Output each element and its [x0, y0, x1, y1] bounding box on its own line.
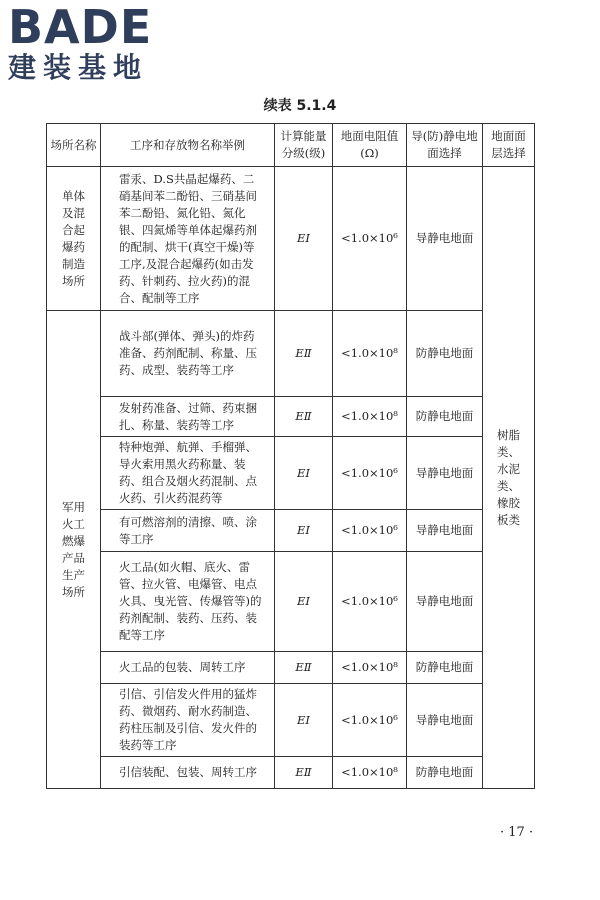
resistance-cell: <1.0×10⁸	[333, 397, 407, 437]
selection-cell: 防静电地面	[407, 397, 483, 437]
header-location: 场所名称	[47, 124, 101, 167]
resistance-cell: <1.0×10⁸	[333, 757, 407, 789]
selection-cell: 导静电地面	[407, 437, 483, 510]
process-cell: 发射药准备、过筛、药束捆扎、称量、装药等工序	[101, 397, 275, 437]
table-row	[47, 311, 535, 397]
selection-cell: 防静电地面	[407, 757, 483, 789]
selection-cell: 导静电地面	[407, 552, 483, 652]
selection-cell: 防静电地面	[407, 311, 483, 397]
energy-cell: EⅠ	[275, 510, 333, 552]
process-cell: 火工品的包装、周转工序	[101, 652, 275, 684]
page-number: · 17 ·	[500, 825, 534, 840]
process-cell: 有可燃溶剂的清擦、喷、涂等工序	[101, 510, 275, 552]
table-row	[47, 684, 535, 757]
location-cell: 单体及混合起爆药制造场所	[47, 167, 101, 311]
resistance-cell: <1.0×10⁸	[333, 652, 407, 684]
header-floor-resistance: 地面电阻值(Ω)	[333, 124, 407, 167]
table-row	[47, 652, 535, 684]
resistance-cell: <1.0×10⁶	[333, 684, 407, 757]
resistance-cell: <1.0×10⁶	[333, 552, 407, 652]
energy-cell: EⅡ	[275, 311, 333, 397]
table-row	[47, 437, 535, 510]
resistance-cell: <1.0×10⁶	[333, 437, 407, 510]
resistance-cell: <1.0×10⁸	[333, 311, 407, 397]
header-surface-layer: 地面面层选择	[483, 124, 535, 167]
selection-cell: 导静电地面	[407, 510, 483, 552]
energy-cell: EⅠ	[275, 552, 333, 652]
energy-cell: EⅡ	[275, 397, 333, 437]
floor-selection-table	[46, 123, 535, 789]
table-row	[47, 757, 535, 789]
energy-cell: EⅠ	[275, 437, 333, 510]
resistance-cell: <1.0×10⁶	[333, 510, 407, 552]
selection-cell: 导静电地面	[407, 684, 483, 757]
process-cell: 战斗部(弹体、弹头)的炸药准备、药剂配制、称量、压药、成型、装药等工序	[101, 311, 275, 397]
resistance-cell: <1.0×10⁶	[333, 167, 407, 311]
energy-cell: EⅠ	[275, 684, 333, 757]
selection-cell: 导静电地面	[407, 167, 483, 311]
table-header-row	[47, 124, 535, 167]
process-cell: 火工品(如火帽、底火、雷管、拉火管、电爆管、电点火具、曳光管、传爆管等)的药剂配制、装药、压药、装配等工序	[101, 552, 275, 652]
process-cell: 雷汞、D.S共晶起爆药、二硝基间苯二酚铅、三硝基间苯二酚铅、氮化铅、氮化银、四氮烯等单体起爆药剂的配制、烘干(真空干燥)等工序,及混合起爆药(如击发药、针刺药、拉火药)的混合、配制等工序	[101, 167, 275, 311]
process-cell: 特种炮弹、航弹、手榴弹、导火索用黑火药称量、装药、组合及烟火药混制、点火药、引火药混药等	[101, 437, 275, 510]
location-cell: 军用火工燃爆产品生产场所	[47, 311, 101, 789]
energy-cell: EⅠ	[275, 167, 333, 311]
selection-cell: 防静电地面	[407, 652, 483, 684]
brand-logo	[8, 0, 153, 84]
brand-logo-subtitle: 建装基地	[8, 51, 149, 84]
energy-cell: EⅡ	[275, 652, 333, 684]
header-floor-selection: 导(防)静电地面选择	[407, 124, 483, 167]
header-process: 工序和存放物名称举例	[101, 124, 275, 167]
surface-layer-cell: 树脂类、水泥类、橡胶板类	[483, 167, 535, 789]
table-row	[47, 510, 535, 552]
header-energy-level: 计算能量分级(级)	[275, 124, 333, 167]
process-cell: 引信、引信发火件用的猛炸药、微烟药、耐水药制造、药柱压制及引信、发火件的装药等工序	[101, 684, 275, 757]
table-row	[47, 397, 535, 437]
energy-cell: EⅡ	[275, 757, 333, 789]
brand-logo-word: BADE	[8, 0, 153, 54]
table-row	[47, 552, 535, 652]
table-row	[47, 167, 535, 311]
table-caption: 续表 5.1.4	[263, 98, 337, 114]
process-cell: 引信装配、包装、周转工序	[101, 757, 275, 789]
